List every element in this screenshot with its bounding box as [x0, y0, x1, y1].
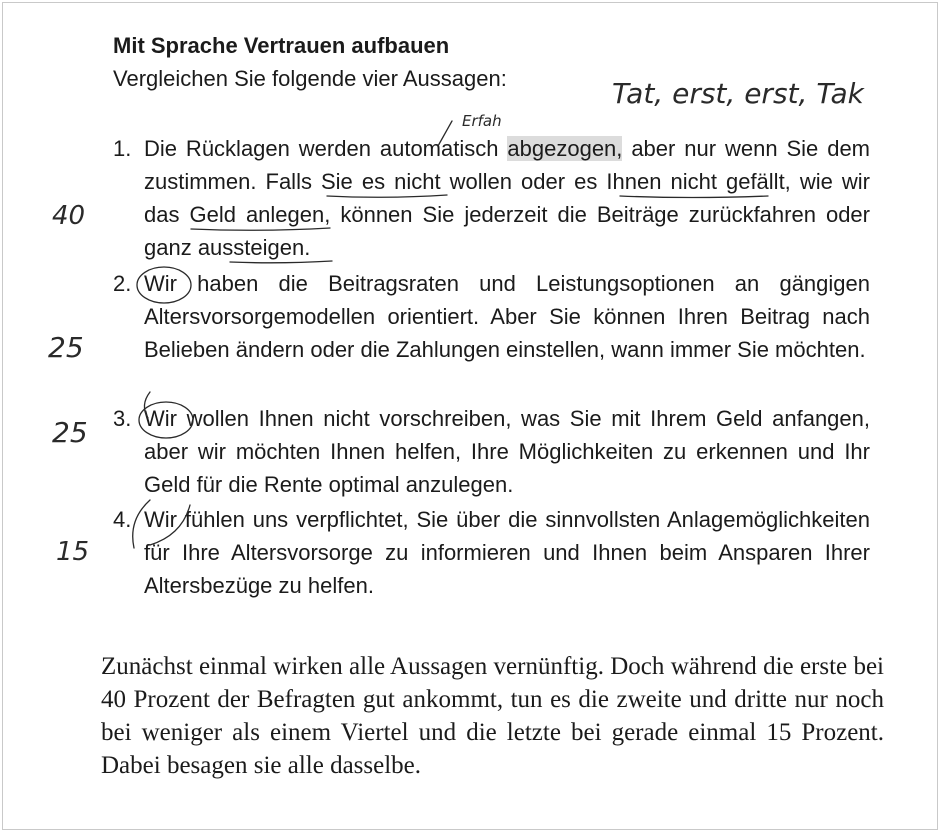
item-number: 4. [113, 507, 132, 532]
item-text: Wir fühlen uns verpflichtet, Sie über die sinnvollsten Anlagemöglichkeiten für Ihre Altersvorsorge zu informieren und Ihnen beim Ansparen Ihrer Altersbezüge zu helfen. [144, 507, 870, 598]
note-margin-15: 15 [56, 537, 90, 567]
list-item [113, 132, 870, 264]
note-above-automatisch: Erfah [462, 112, 502, 130]
conclusion-paragraph: Zunächst einmal wirken alle Aussagen vernünftig. Doch während die erste bei 40 Prozent der Befragten gut ankommt, tun es die zweite und dritte nur noch bei weniger als einem Viertel und die letzte bei gerade einmal 15 Prozent. Dabei besagen sie alle dasselbe. [101, 653, 884, 779]
item-number: 3. [113, 406, 132, 431]
list-item [113, 503, 870, 602]
list-item [113, 402, 870, 501]
item-text-end: aber nur wenn Sie dem zustimmen. Falls Sie es nicht wollen oder es Ihnen nicht gefällt, wie wir das Geld anlegen, können Sie jederzeit die Beiträge zurückfahren oder ganz aussteigen. [144, 136, 871, 260]
item-text: Wir wollen Ihnen nicht vorschreiben, was Sie mit Ihrem Geld anfangen, aber wir möchten Ihnen helfen, Ihre Möglichkeiten zu erkennen und Ihr Geld für die Rente optimal anzulegen. [144, 406, 870, 497]
intro-text: Vergleichen Sie folgende vier Aussagen: [113, 66, 507, 91]
note-top-right: Tat, erst, erst, Tak [612, 77, 864, 110]
note-margin-40: 40 [52, 201, 86, 231]
item-number: 2. [113, 271, 132, 296]
section-title: Mit Sprache Vertrauen aufbauen [113, 33, 450, 58]
item-text: Wir haben die Beitragsraten und Leistungsoptionen an gängigen Altersvorsorgemodellen orientiert. Aber Sie können Ihren Beitrag nach Belieben ändern oder die Zahlungen einstellen, wann immer Sie möchten. [144, 271, 870, 362]
item-text-start: Die Rücklagen werden automatisch [144, 136, 508, 161]
list-item [113, 267, 870, 366]
item-text [144, 132, 870, 264]
item-number: 1. [113, 136, 132, 161]
note-margin-25-b: 25 [52, 416, 88, 449]
highlighted-word: abgezogen, [507, 136, 623, 161]
note-margin-25-a: 25 [48, 331, 84, 364]
